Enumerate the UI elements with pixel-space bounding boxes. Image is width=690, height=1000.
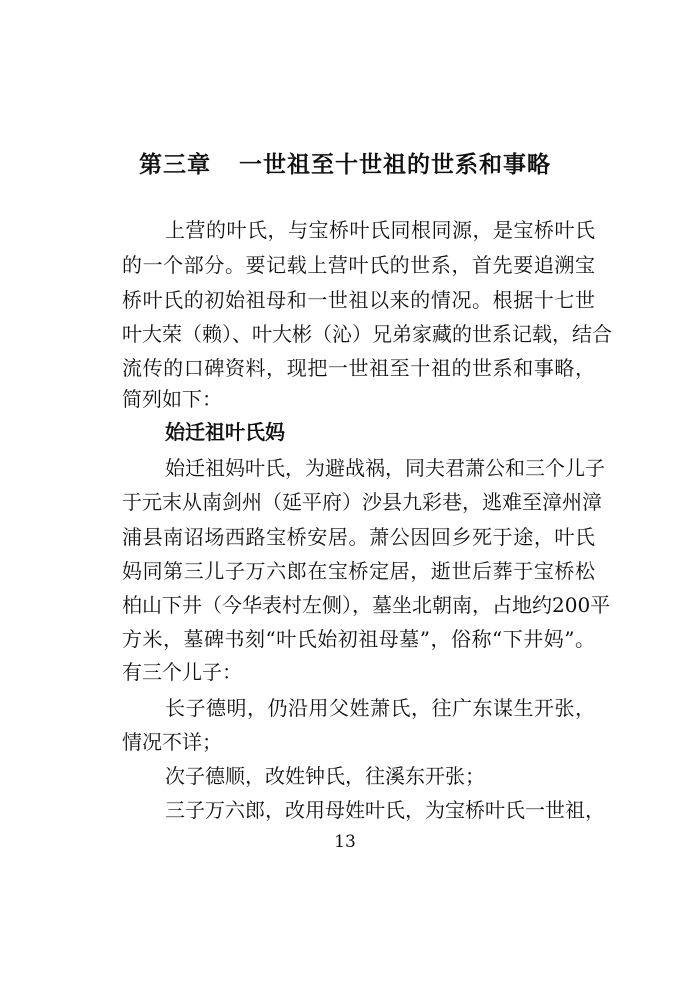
paragraph-line: 流传的口碑资料，现把一世祖至十祖的世系和事略， xyxy=(122,356,595,380)
chapter-title-text: 一世祖至十世祖的世系和事略 xyxy=(239,152,551,178)
chapter-title xyxy=(0,146,690,179)
paragraph-line: 妈同第三儿子万六郎在宝桥定居，逝世后葬于宝桥松 xyxy=(122,559,595,583)
paragraph-line: 柏山下井（今华表村左侧），墓坐北朝南，占地约200平 xyxy=(122,593,611,617)
chapter-number-label: 第三章 xyxy=(139,152,211,178)
paragraph-line: 于元末从南剑州（延平府）沙县九彩巷，逃难至漳州漳 xyxy=(122,490,602,514)
paragraph-line: 的一个部分。要记载上营叶氏的世系，首先要追溯宝 xyxy=(122,253,595,277)
paragraph-line: 长子德明，仍沿用父姓萧氏，往广东谋生开张， xyxy=(165,696,595,720)
paragraph-line: 桥叶氏的初始祖母和一世祖以来的情况。根据十七世 xyxy=(122,288,595,312)
paragraph-line: 有三个儿子： xyxy=(122,660,242,684)
paragraph-line: 浦县南诏场西路宝桥安居。萧公因回乡死于途，叶氏 xyxy=(122,525,595,549)
paragraph-line: 始迁祖妈叶氏，为避战祸，同夫君萧公和三个儿子 xyxy=(165,456,605,480)
paragraph-line: 简列如下： xyxy=(122,387,222,411)
paragraph-line: 情况不详； xyxy=(122,730,222,754)
paragraph-line: 方米，墓碑书刻“叶氏始初祖母墓”，俗称“下井妈”。 xyxy=(122,627,595,651)
paragraph-line: 叶大荣（赖）、叶大彬（沁）兄弟家藏的世系记载，结合 xyxy=(122,322,612,346)
paragraph-line: 三子万六郎，改用母姓叶氏，为宝桥叶氏一世祖， xyxy=(165,798,605,822)
page-number: 13 xyxy=(334,832,356,852)
section-heading: 始迁祖叶氏妈 xyxy=(165,420,285,444)
paragraph-line: 次子德顺，改姓钟氏，往溪东开张； xyxy=(165,764,485,788)
paragraph-line: 上营的叶氏，与宝桥叶氏同根同源，是宝桥叶氏 xyxy=(165,218,595,242)
